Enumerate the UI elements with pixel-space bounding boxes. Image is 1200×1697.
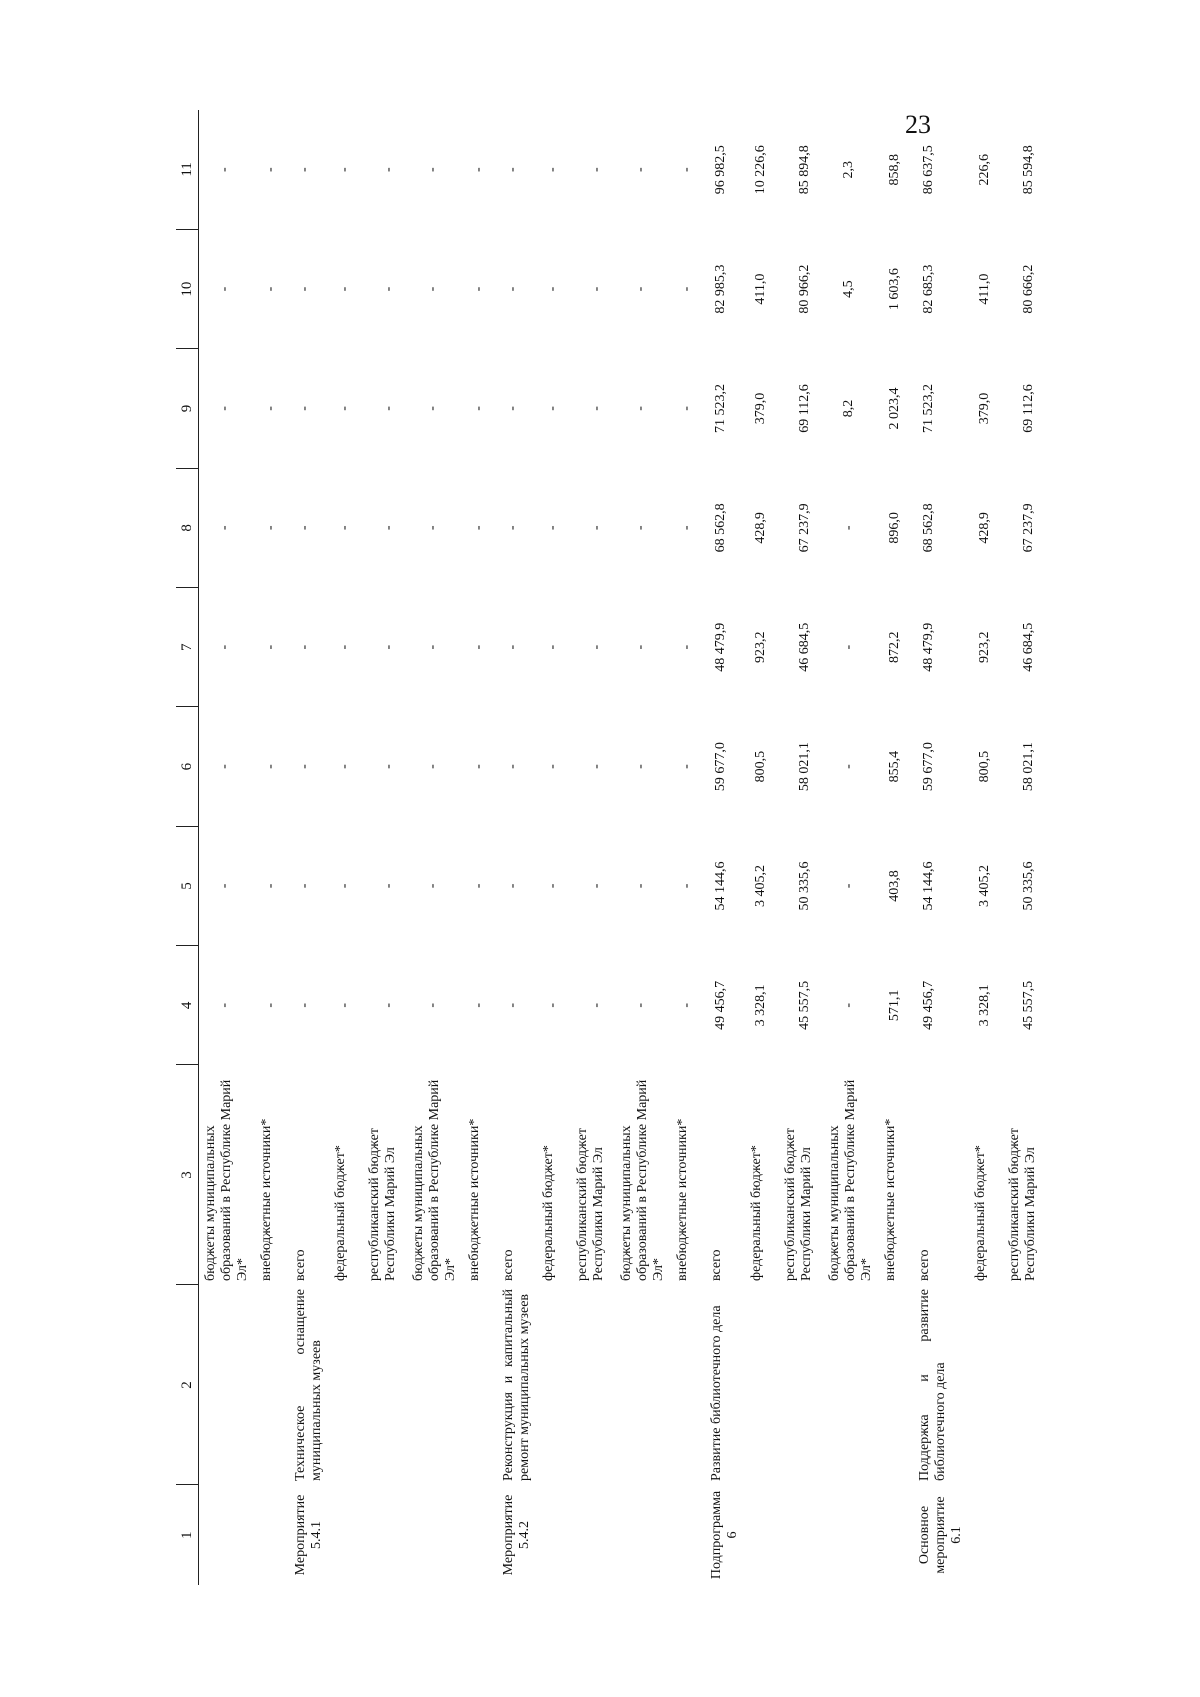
- page-number: 23: [905, 110, 931, 139]
- value-cell: 10 226,6: [753, 145, 768, 195]
- value-cell: 50 335,6: [797, 861, 812, 911]
- value-cell: 428,9: [977, 512, 992, 544]
- table-row: [199, 110, 256, 1585]
- table-row: [823, 110, 879, 1585]
- value-cell: -: [633, 406, 648, 411]
- value-cell: -: [263, 883, 278, 889]
- row-title-cell: [463, 1285, 497, 1485]
- row-title-cell: [199, 1285, 256, 1485]
- column-header: 6: [176, 707, 199, 826]
- table-row: [289, 110, 329, 1585]
- value-cell: 85 894,8: [797, 145, 812, 195]
- value-cell: 49 456,7: [713, 980, 728, 1030]
- value-cell: -: [217, 644, 232, 650]
- value-cell: 8,2: [841, 399, 856, 418]
- row-title-cell: [615, 1285, 671, 1485]
- column-header: 2: [176, 1285, 199, 1485]
- value-cell: -: [337, 525, 352, 531]
- value-cell: 4,5: [841, 280, 856, 298]
- row-code-cell: [823, 1485, 879, 1585]
- row-title-cell: [879, 1285, 913, 1485]
- value-cell: -: [263, 644, 278, 650]
- row-source-cell: республиканский бюджет Республики Марий Эл: [783, 1128, 814, 1281]
- row-source-cell: бюджеты муниципальных образований в Республике Марий Эл*: [619, 1079, 666, 1281]
- row-code-cell: [1003, 1485, 1047, 1585]
- table-row: [407, 110, 463, 1585]
- table-row: [671, 110, 705, 1585]
- header-row: [176, 110, 199, 1585]
- value-cell: -: [679, 406, 694, 411]
- row-title-cell: Реконструкция и капитальный ремонт муниципальных музеев: [501, 1289, 532, 1481]
- value-cell: -: [505, 883, 520, 889]
- value-cell: -: [545, 1002, 560, 1008]
- row-title-cell: [823, 1285, 879, 1485]
- value-cell: -: [471, 525, 486, 531]
- row-source-cell: всего: [709, 1249, 724, 1281]
- value-cell: 923,2: [753, 631, 768, 663]
- row-code-cell: [745, 1485, 779, 1585]
- value-cell: -: [381, 764, 396, 769]
- value-cell: -: [679, 764, 694, 769]
- value-cell: -: [381, 286, 396, 292]
- value-cell: 50 335,6: [1021, 861, 1036, 911]
- row-source-cell: бюджеты муниципальных образований в Республике Марий Эл*: [203, 1079, 250, 1281]
- value-cell: -: [589, 167, 604, 173]
- row-title-cell: [537, 1285, 571, 1485]
- row-title-cell: [1003, 1285, 1047, 1485]
- value-cell: -: [297, 883, 312, 889]
- value-cell: 69 112,6: [797, 384, 812, 433]
- value-cell: 896,0: [887, 512, 902, 544]
- table-row: [571, 110, 615, 1585]
- value-cell: -: [381, 644, 396, 650]
- value-cell: -: [471, 167, 486, 173]
- value-cell: -: [505, 764, 520, 769]
- value-cell: -: [337, 644, 352, 650]
- value-cell: -: [841, 1002, 856, 1008]
- value-cell: -: [589, 286, 604, 292]
- row-code-cell: [363, 1485, 407, 1585]
- value-cell: -: [505, 167, 520, 173]
- value-cell: -: [425, 883, 440, 889]
- value-cell: -: [337, 1002, 352, 1008]
- budget-table: [176, 110, 1047, 1585]
- row-code-cell: [537, 1485, 571, 1585]
- column-header: 3: [176, 1065, 199, 1285]
- value-cell: -: [679, 644, 694, 650]
- value-cell: 2,3: [841, 160, 856, 179]
- value-cell: -: [425, 406, 440, 411]
- value-cell: -: [545, 286, 560, 292]
- value-cell: 800,5: [753, 750, 768, 783]
- value-cell: -: [841, 883, 856, 889]
- value-cell: -: [263, 1002, 278, 1008]
- value-cell: -: [337, 167, 352, 173]
- table-row: [879, 110, 913, 1585]
- table-row: [537, 110, 571, 1585]
- value-cell: 403,8: [887, 870, 902, 902]
- value-cell: -: [337, 286, 352, 292]
- value-cell: -: [589, 764, 604, 769]
- value-cell: -: [297, 644, 312, 650]
- budget-table-rotated: [176, 110, 1047, 1585]
- value-cell: 3 328,1: [753, 984, 768, 1027]
- value-cell: -: [633, 525, 648, 531]
- value-cell: -: [217, 406, 232, 411]
- row-title-cell: [779, 1285, 823, 1485]
- row-source-cell: всего: [501, 1249, 516, 1281]
- value-cell: -: [337, 883, 352, 889]
- value-cell: -: [217, 764, 232, 769]
- row-code-cell: [671, 1485, 705, 1585]
- value-cell: 3 405,2: [753, 864, 768, 907]
- column-header: 7: [176, 588, 199, 707]
- value-cell: -: [589, 1002, 604, 1008]
- row-code-cell: Мероприятие 5.4.2: [501, 1494, 532, 1576]
- row-source-cell: республиканский бюджет Республики Марий Эл: [1007, 1128, 1038, 1281]
- row-title-cell: Поддержка и развитие библиотечного дела: [917, 1289, 948, 1481]
- column-header: 9: [176, 349, 199, 468]
- value-cell: -: [545, 525, 560, 531]
- value-cell: 86 637,5: [921, 145, 936, 195]
- value-cell: -: [263, 525, 278, 531]
- row-source-cell: внебюджетные источники*: [883, 1118, 898, 1281]
- value-cell: -: [263, 286, 278, 292]
- value-cell: -: [505, 1002, 520, 1008]
- value-cell: 96 982,5: [713, 145, 728, 195]
- value-cell: 71 523,2: [921, 383, 936, 433]
- value-cell: 571,1: [887, 989, 902, 1022]
- value-cell: 2 023,4: [887, 387, 902, 430]
- value-cell: 46 684,5: [797, 622, 812, 672]
- row-code-cell: Основное мероприятие 6.1: [917, 1496, 964, 1574]
- value-cell: 71 523,2: [713, 383, 728, 433]
- value-cell: -: [679, 1002, 694, 1008]
- value-cell: 411,0: [977, 273, 992, 305]
- row-title-cell: [671, 1285, 705, 1485]
- value-cell: 54 144,6: [713, 861, 728, 911]
- value-cell: -: [217, 883, 232, 889]
- value-cell: 379,0: [753, 392, 768, 425]
- value-cell: 85 594,8: [1021, 145, 1036, 195]
- value-cell: -: [425, 764, 440, 769]
- table-row: [363, 110, 407, 1585]
- table-body: [199, 110, 1048, 1585]
- column-header: 1: [176, 1485, 199, 1585]
- value-cell: -: [589, 525, 604, 531]
- row-source-cell: внебюджетные источники*: [467, 1118, 482, 1281]
- value-cell: -: [217, 525, 232, 531]
- value-cell: 3 328,1: [977, 984, 992, 1027]
- value-cell: -: [471, 644, 486, 650]
- value-cell: -: [297, 525, 312, 531]
- value-cell: -: [381, 883, 396, 889]
- value-cell: -: [297, 764, 312, 769]
- column-header: 11: [176, 110, 199, 229]
- value-cell: -: [633, 167, 648, 173]
- column-header: 4: [176, 946, 199, 1065]
- value-cell: -: [217, 286, 232, 292]
- value-cell: 82 985,3: [713, 264, 728, 314]
- value-cell: -: [545, 764, 560, 769]
- row-code-cell: [255, 1485, 289, 1585]
- value-cell: 855,4: [887, 750, 902, 783]
- table-row: [745, 110, 779, 1585]
- row-code-cell: [615, 1485, 671, 1585]
- row-source-cell: всего: [917, 1249, 932, 1281]
- value-cell: -: [633, 286, 648, 292]
- value-cell: -: [217, 167, 232, 173]
- row-source-cell: всего: [293, 1249, 308, 1281]
- value-cell: -: [505, 644, 520, 650]
- value-cell: -: [679, 167, 694, 173]
- value-cell: 48 479,9: [713, 622, 728, 672]
- row-title-cell: [407, 1285, 463, 1485]
- table-row: [463, 110, 497, 1585]
- value-cell: 59 677,0: [713, 742, 728, 792]
- row-code-cell: [407, 1485, 463, 1585]
- value-cell: 45 557,5: [797, 980, 812, 1030]
- row-source-cell: федеральный бюджет*: [749, 1145, 764, 1281]
- table-row: [615, 110, 671, 1585]
- value-cell: -: [425, 644, 440, 650]
- table-row: [497, 110, 537, 1585]
- row-code-cell: [879, 1485, 913, 1585]
- row-source-cell: внебюджетные источники*: [675, 1118, 690, 1281]
- value-cell: 800,5: [977, 750, 992, 783]
- value-cell: -: [589, 406, 604, 411]
- value-cell: -: [589, 644, 604, 650]
- value-cell: -: [263, 764, 278, 769]
- value-cell: -: [297, 286, 312, 292]
- value-cell: -: [381, 406, 396, 411]
- row-code-cell: Подпрограмма 6: [709, 1490, 740, 1580]
- value-cell: 858,8: [887, 153, 902, 186]
- value-cell: -: [679, 286, 694, 292]
- row-source-cell: бюджеты муниципальных образований в Республике Марий Эл*: [411, 1079, 458, 1281]
- value-cell: 58 021,1: [797, 742, 812, 792]
- row-title-cell: [571, 1285, 615, 1485]
- value-cell: 80 666,2: [1021, 264, 1036, 314]
- value-cell: 923,2: [977, 631, 992, 663]
- value-cell: -: [337, 406, 352, 411]
- table-row: [329, 110, 363, 1585]
- value-cell: -: [633, 883, 648, 889]
- value-cell: -: [679, 525, 694, 531]
- value-cell: -: [425, 1002, 440, 1008]
- value-cell: 226,6: [977, 153, 992, 186]
- value-cell: 872,2: [887, 631, 902, 663]
- value-cell: -: [633, 1002, 648, 1008]
- value-cell: -: [471, 764, 486, 769]
- value-cell: -: [297, 406, 312, 411]
- value-cell: 67 237,9: [797, 503, 812, 553]
- value-cell: 68 562,8: [921, 503, 936, 553]
- table-row: [705, 110, 745, 1585]
- table-row: [1003, 110, 1047, 1585]
- value-cell: -: [337, 764, 352, 769]
- value-cell: 428,9: [753, 512, 768, 544]
- value-cell: -: [471, 1002, 486, 1008]
- value-cell: -: [545, 883, 560, 889]
- value-cell: 80 966,2: [797, 264, 812, 314]
- value-cell: -: [297, 167, 312, 173]
- row-source-cell: федеральный бюджет*: [973, 1145, 988, 1281]
- value-cell: -: [381, 167, 396, 173]
- value-cell: -: [589, 883, 604, 889]
- value-cell: -: [841, 764, 856, 769]
- value-cell: -: [841, 644, 856, 650]
- value-cell: -: [425, 167, 440, 173]
- row-title-cell: [969, 1285, 1003, 1485]
- table-row: [969, 110, 1003, 1585]
- value-cell: -: [425, 525, 440, 531]
- value-cell: 68 562,8: [713, 503, 728, 553]
- row-code-cell: [779, 1485, 823, 1585]
- value-cell: 379,0: [977, 392, 992, 425]
- row-title-cell: Развитие библиотечного дела: [709, 1305, 724, 1481]
- table-row: [255, 110, 289, 1585]
- row-code-cell: [571, 1485, 615, 1585]
- value-cell: -: [471, 286, 486, 292]
- row-title-cell: [363, 1285, 407, 1485]
- value-cell: -: [633, 644, 648, 650]
- value-cell: 46 684,5: [1021, 622, 1036, 672]
- value-cell: 1 603,6: [887, 268, 902, 311]
- row-title-cell: [255, 1285, 289, 1485]
- value-cell: -: [545, 644, 560, 650]
- value-cell: -: [545, 406, 560, 411]
- value-cell: -: [505, 406, 520, 411]
- column-header: 5: [176, 826, 199, 945]
- row-code-cell: [969, 1485, 1003, 1585]
- column-header: 10: [176, 229, 199, 348]
- row-code-cell: [199, 1485, 256, 1585]
- table-row: [913, 110, 969, 1585]
- column-header: 8: [176, 468, 199, 587]
- value-cell: -: [505, 525, 520, 531]
- row-title-cell: [329, 1285, 363, 1485]
- value-cell: 58 021,1: [1021, 742, 1036, 792]
- row-source-cell: федеральный бюджет*: [333, 1145, 348, 1281]
- row-title-cell: Техническое оснащение муниципальных музеев: [293, 1289, 324, 1481]
- value-cell: 49 456,7: [921, 980, 936, 1030]
- value-cell: 3 405,2: [977, 864, 992, 907]
- value-cell: 82 685,3: [921, 264, 936, 314]
- value-cell: -: [505, 286, 520, 292]
- value-cell: -: [381, 1002, 396, 1008]
- value-cell: -: [217, 1002, 232, 1008]
- value-cell: 69 112,6: [1021, 384, 1036, 433]
- row-source-cell: бюджеты муниципальных образований в Республике Марий Эл*: [827, 1079, 874, 1281]
- row-code-cell: [463, 1485, 497, 1585]
- table-row: [779, 110, 823, 1585]
- value-cell: -: [471, 406, 486, 411]
- row-code-cell: Мероприятие 5.4.1: [293, 1494, 324, 1576]
- row-title-cell: [745, 1285, 779, 1485]
- row-source-cell: федеральный бюджет*: [541, 1145, 556, 1281]
- value-cell: -: [381, 525, 396, 531]
- value-cell: -: [263, 406, 278, 411]
- value-cell: 45 557,5: [1021, 980, 1036, 1030]
- value-cell: -: [297, 1002, 312, 1008]
- value-cell: 48 479,9: [921, 622, 936, 672]
- value-cell: -: [425, 286, 440, 292]
- value-cell: -: [545, 167, 560, 173]
- value-cell: -: [841, 525, 856, 531]
- value-cell: -: [263, 167, 278, 173]
- value-cell: 67 237,9: [1021, 503, 1036, 553]
- row-source-cell: республиканский бюджет Республики Марий Эл: [367, 1128, 398, 1281]
- row-code-cell: [329, 1485, 363, 1585]
- value-cell: 411,0: [753, 273, 768, 305]
- value-cell: -: [633, 764, 648, 769]
- row-source-cell: внебюджетные источники*: [259, 1118, 274, 1281]
- value-cell: -: [679, 883, 694, 889]
- value-cell: -: [471, 883, 486, 889]
- row-source-cell: республиканский бюджет Республики Марий Эл: [575, 1128, 606, 1281]
- value-cell: 54 144,6: [921, 861, 936, 911]
- value-cell: 59 677,0: [921, 742, 936, 792]
